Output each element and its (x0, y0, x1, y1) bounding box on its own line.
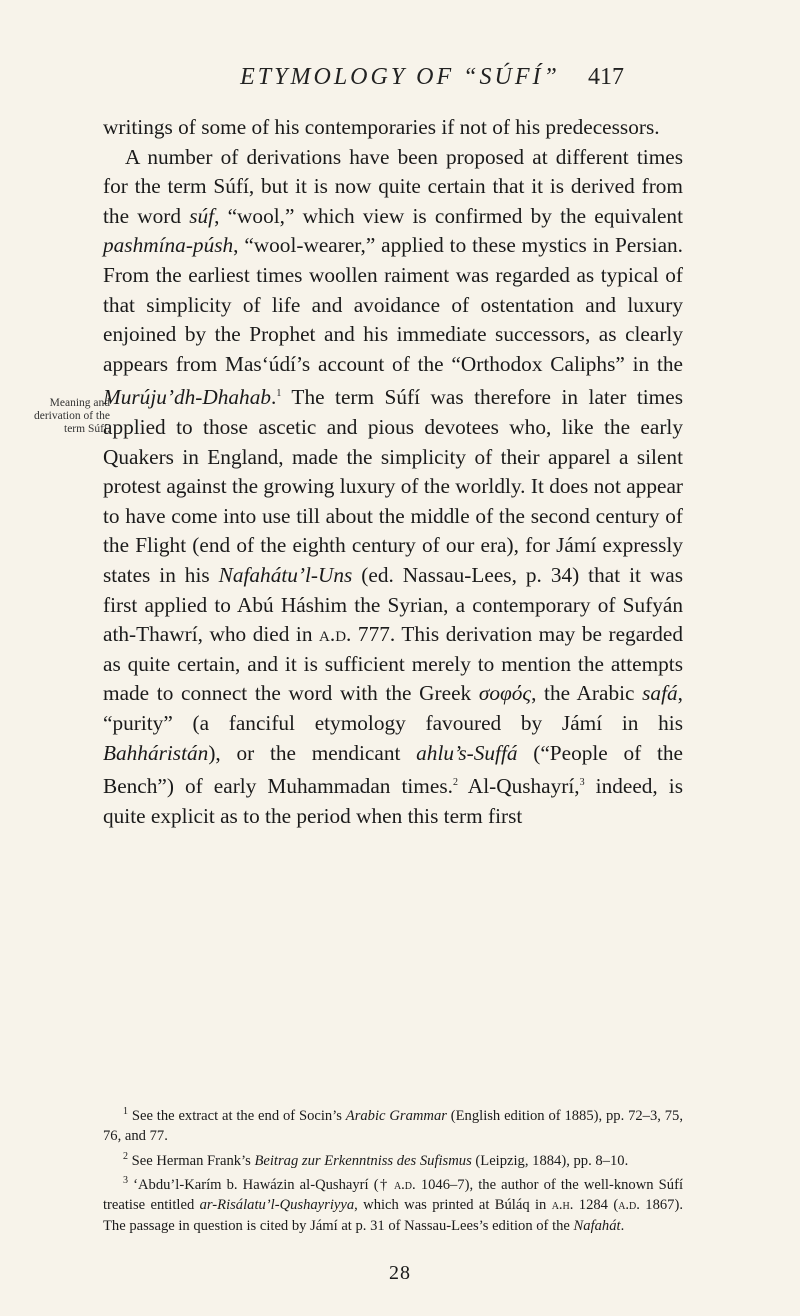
footnote-ref: 1 (276, 388, 282, 400)
margin-note-line: derivation of the (33, 410, 110, 422)
era-abbrev: a.d. (393, 1176, 416, 1193)
page-number: 417 (588, 64, 624, 90)
footnote-ref: 2 (452, 777, 458, 789)
text-run: 1046–7), the author of the well-known Súfí treatise entitled (103, 1176, 683, 1214)
italic-term: pashmína-púsh (103, 233, 234, 258)
text-run: 1284 ( (573, 1197, 619, 1214)
text-run: The term Súfí was therefore in later times applied to those ascetic and pious devotees who, like the early Quakers in England, made the simplicity of their apparel a silent protest against the growing luxury of the worldly. It does not appear to have come into use till about the middle of the second century of the Flight (end of the eighth century of our era), for Jámí expressly states in his (103, 385, 683, 587)
margin-note-line: Meaning and (49, 397, 110, 409)
book-title: Arabic Grammar (345, 1107, 447, 1124)
book-title: ar-Risálatu’l-Qushayriyya (199, 1197, 355, 1214)
text-run: 1867). The passage in question is cited by Jámí at p. 31 of Nassau-Lees’s edition of the (103, 1197, 683, 1234)
text-run: (ed. Nassau-Lees, p. 34) that it was first applied to Abú Háshim the Syrian, a contemporary of Sufyán ath-Thawrí, who died in (103, 563, 683, 647)
footnotes (103, 1102, 683, 1236)
era-abbrev: a.d. (618, 1197, 640, 1214)
margin-note-line: term Súfí. (64, 423, 110, 435)
footnote-number: 1 (123, 1106, 128, 1117)
text-run: indeed, is quite explicit as to the period when this term first (103, 774, 684, 828)
book-title: Beitrag zur Erkenntniss des Sufismus (254, 1152, 472, 1169)
footnote-3 (103, 1171, 683, 1236)
text-run: ‘Abdu’l-Karím b. Hawázin al-Qushayrí († (133, 1176, 394, 1193)
text-run: , “wool,” which view is confirmed by the equivalent (214, 203, 683, 228)
footnote-ref: 3 (579, 777, 585, 789)
text-run: A number of derivations have been proposed at different times for the term Súfí, but it is now quite certain that it is derived from the word (103, 144, 683, 228)
footnote-number: 2 (123, 1150, 128, 1162)
text-run: , which was printed at Búláq in (354, 1197, 552, 1214)
footnote-number: 3 (123, 1174, 128, 1186)
text-run: (Leipzig, 1884), pp. 8–10. (471, 1152, 629, 1169)
greek-word: σοφός (478, 681, 532, 706)
text-run: 777. This derivation may be regarded as quite certain, and it is sufficient merely to mention the attempts made to connect the word with the Greek (103, 622, 684, 706)
text-run: . (620, 1217, 625, 1234)
paragraph-2: A number of derivations have been proposed at different times for the term Súfí, but it is now quite certain that it is derived from the word súf, “wool,” which view is confirmed by the equivalent pashmína-púsh, “wool-wearer,” applied to these mystics in Persian. From the earliest times woollen raiment was regarded as typical of that simplicity of life and avoidance of ostentation and luxury enjoined by the Prophet and his immediate successors, as clearly appears from Mas‘údí’s account of the “Orthodox Caliphs” in the Murúju’dh-Dhahab.$^1$ The term Súfí was therefore in later times applied to those ascetic and pious devotees who, like the early Quakers in England, made the simplicity of their apparel a silent protest against the growing luxury of the worldly. It does not appear to have come into use till about the middle of the second century of the Flight (end of the eighth century of our era), for Jámí expressly states in his Nafahátu’l-Uns (ed. Nassau-Lees, p. 34) that it was first applied to Abú Háshim the Syrian, a contemporary of Sufyán ath-Thawrí, who died in a.d. 777. This derivation may be regarded as quite certain, and it is sufficient merely to mention the attempts made to connect the word with the Greek σοφός, the Arabic safá, “purity” (a fanciful etymology favoured by Jámí in his Bahháristán), or the mendicant ahlu’s-Suffá (“People of the Bench”) of early Muhammadan times.$^2$ Al-Qushayrí,$^3$ indeed, is quite explicit as to the period when this term first (103, 144, 684, 828)
text-run: See the extract at the end of Socin’s (131, 1107, 346, 1124)
text-run: Al-Qushayrí, (457, 774, 580, 799)
signature-mark: 28 (389, 1262, 411, 1284)
text-run: ), or the mendicant (208, 740, 417, 765)
text-run: , the Arabic (531, 681, 643, 706)
book-title: Murúju’dh-Dhahab (103, 385, 271, 410)
main-text (103, 113, 683, 831)
running-title: ETYMOLOGY OF “SÚFÍ” (240, 64, 560, 90)
italic-term: safá (642, 681, 678, 706)
italic-term: súf (189, 203, 215, 228)
book-title: Nafahát (573, 1217, 621, 1234)
text-run: , “purity” (a fanciful etymology favoured by Jámí in his (103, 681, 683, 735)
era-abbrev: a.h. (551, 1197, 574, 1214)
footnote-2 (103, 1147, 683, 1171)
paragraph-1: writings of some of his contemporaries if not of his predecessors. (103, 115, 660, 139)
margin-note (22, 397, 110, 436)
book-title: Nafahátu’l-Uns (218, 563, 353, 587)
page-header (0, 50, 800, 90)
book-title: Bahháristán (103, 740, 209, 765)
italic-term: ahlu’s-Suffá (416, 740, 518, 765)
text-run: (“People of the Bench”) of early Muhammadan times. (103, 740, 683, 799)
text-run: (English edition of 1885), pp. 72–3, 75, 76, and 77. (103, 1107, 683, 1145)
footnote-1 (103, 1102, 683, 1147)
era-abbrev: a.d. (319, 622, 352, 647)
text-run: See Herman Frank’s (131, 1152, 255, 1169)
text-run: , “wool-wearer,” applied to these mystics in Persian. From the earliest times woollen raiment was regarded as typical of that simplicity of life and avoidance of ostentation and luxury enjoined by the Prophet and his immediate successors, as clearly appears from Mas‘údí’s account of the “Orthodox Caliphs” in the (103, 233, 683, 376)
